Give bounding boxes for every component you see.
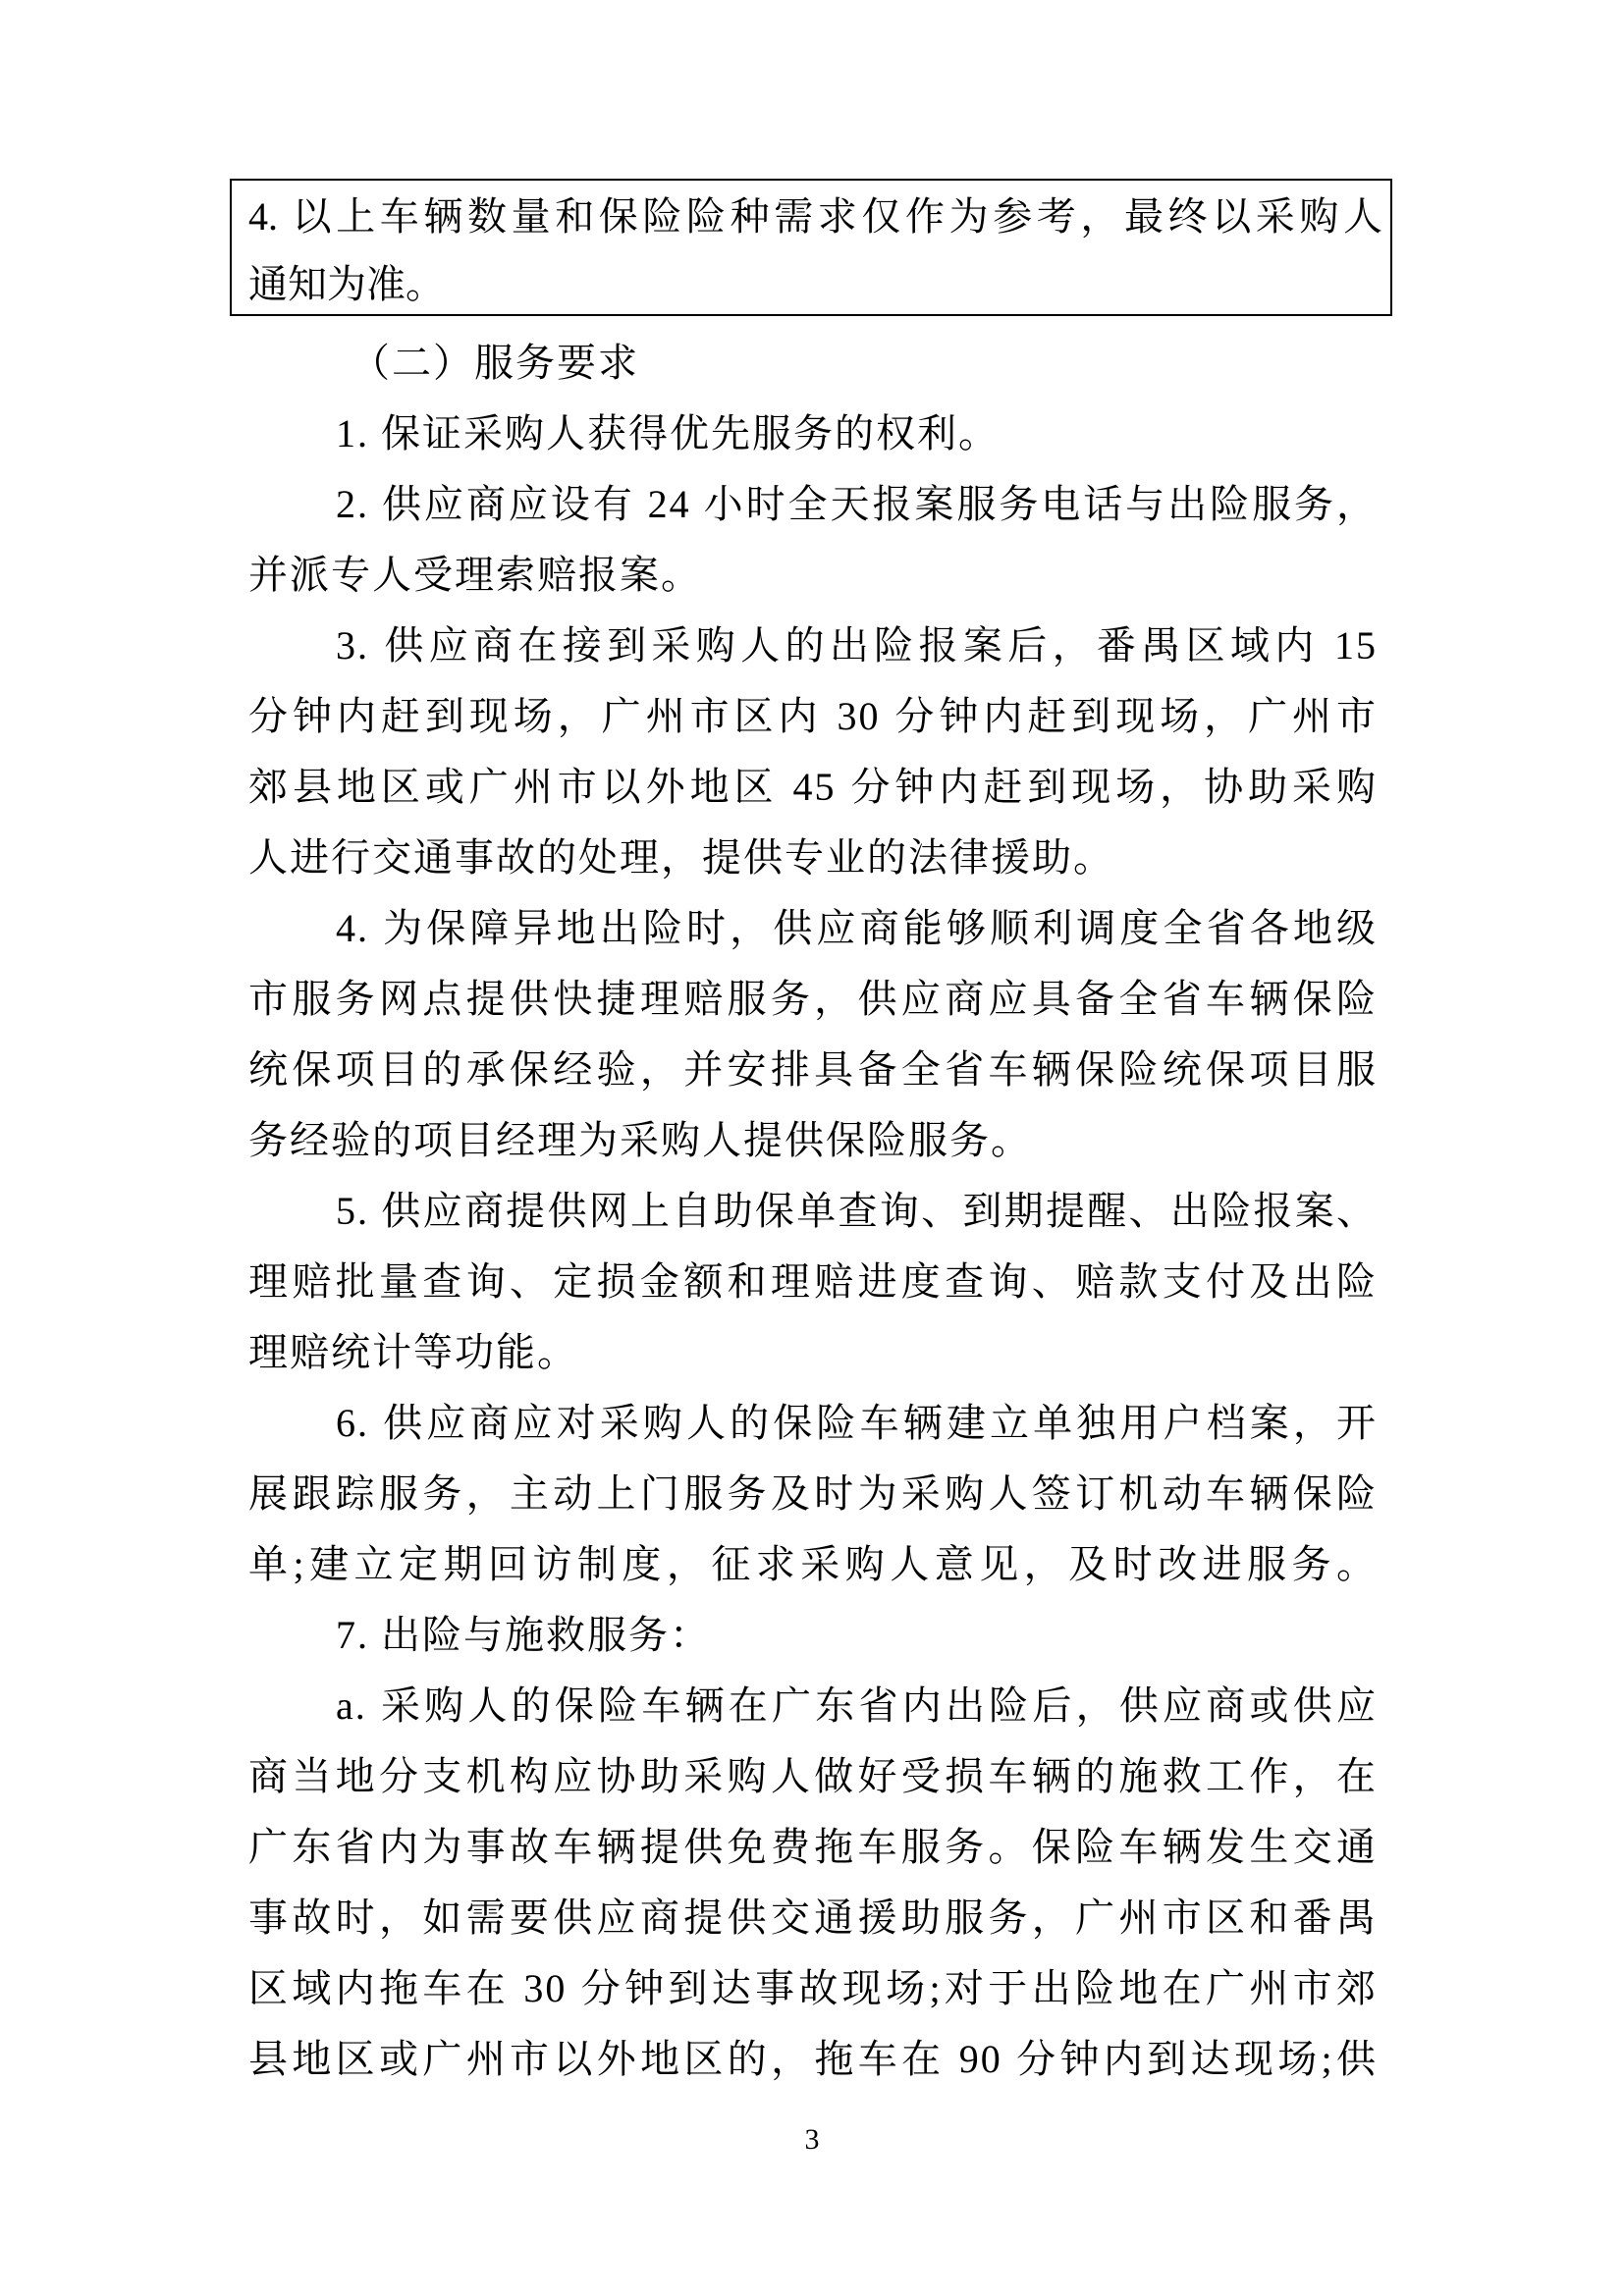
notice-box — [230, 179, 1392, 316]
text-line: 广东省内为事故车辆提供免费拖车服务。保险车辆发生交通 — [248, 1825, 1378, 1869]
text-line: 理赔批量查询、定损金额和理赔进度查询、赔款支付及出险 — [248, 1259, 1378, 1304]
text-line: 县地区或广州市以外地区的，拖车在 90 分钟内到达现场;供 — [248, 2037, 1378, 2081]
page-number: 3 — [804, 2123, 820, 2156]
text-line: 理赔统计等功能。 — [248, 1330, 578, 1374]
text-line: 人进行交通事故的处理，提供专业的法律援助。 — [248, 835, 1114, 880]
text-line: 6. 供应商应对采购人的保险车辆建立单独用户档案，开 — [336, 1401, 1378, 1445]
text-line: 商当地分支机构应协助采购人做好受损车辆的施救工作，在 — [248, 1754, 1378, 1798]
text-line: 郊县地区或广州市以外地区 45 分钟内赶到现场，协助采购 — [248, 765, 1378, 809]
text-line: 事故时，如需要供应商提供交通援助服务，广州市区和番禺 — [248, 1896, 1378, 1940]
text-line: 统保项目的承保经验，并安排具备全省车辆保险统保项目服 — [248, 1047, 1378, 1092]
text-line: 展跟踪服务，主动上门服务及时为采购人签订机动车辆保险 — [248, 1471, 1378, 1516]
text-line: 务经验的项目经理为采购人提供保险服务。 — [248, 1118, 1032, 1162]
text-line: 分钟内赶到现场，广州市区内 30 分钟内赶到现场，广州市 — [248, 694, 1378, 738]
text-line: 3. 供应商在接到采购人的出险报案后，番禺区域内 15 — [336, 623, 1378, 667]
text-line: 并派专人受理索赔报案。 — [248, 553, 702, 597]
text-line: 区域内拖车在 30 分钟到达事故现场;对于出险地在广州市郊 — [248, 1966, 1378, 2010]
document-content — [248, 179, 1382, 2095]
text-line: 4. 以上车辆数量和保险险种需求仅作为参考，最终以采购人 — [248, 194, 1382, 239]
body-text-block — [248, 328, 1378, 2095]
text-line: 7. 出险与施救服务： — [336, 1613, 711, 1657]
text-line: 2. 供应商应设有 24 小时全天报案服务电话与出险服务， — [336, 482, 1378, 526]
text-line: 通知为准。 — [248, 262, 445, 306]
text-line: 4. 为保障异地出险时，供应商能够顺利调度全省各地级 — [336, 906, 1378, 950]
text-line: a. 采购人的保险车辆在广东省内出险后，供应商或供应 — [336, 1683, 1378, 1728]
text-line: 单;建立定期回访制度，征求采购人意见，及时改进服务。 — [248, 1542, 1378, 1586]
text-line: 市服务网点提供快捷理赔服务，供应商应具备全省车辆保险 — [248, 977, 1378, 1021]
text-line: 5. 供应商提供网上自助保单查询、到期提醒、出险报案、 — [336, 1189, 1378, 1233]
text-line: （二）服务要求 — [351, 341, 639, 385]
text-line: 1. 保证采购人获得优先服务的权利。 — [336, 411, 1000, 455]
